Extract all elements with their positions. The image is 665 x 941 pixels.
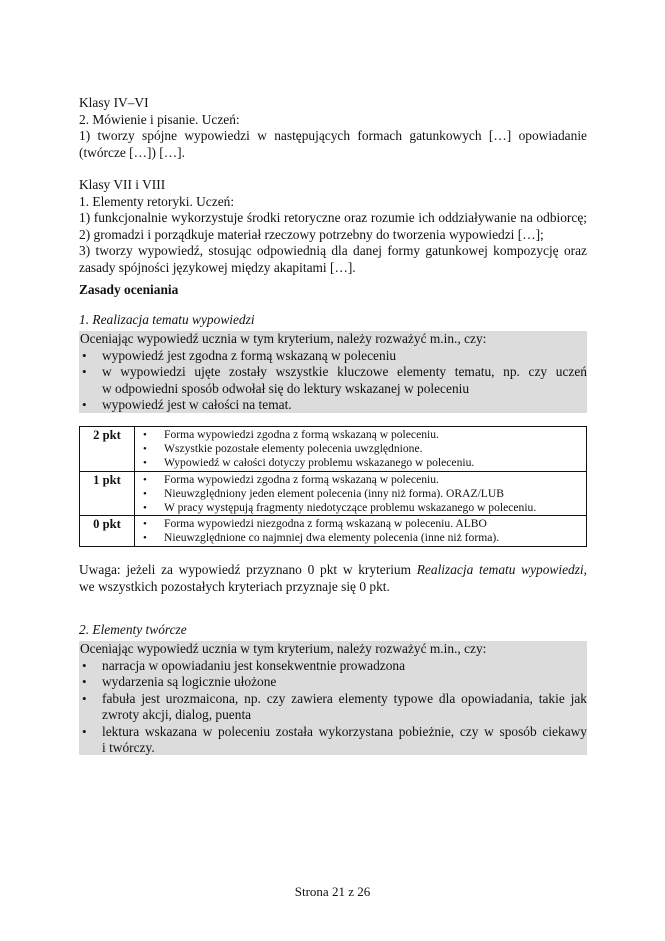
criteria-item: • Wszystkie pozostałe elementy polecenia uwzględnione. (139, 442, 582, 456)
bullet-text-line: • lektura wskazana w poleceniu została wykorzystana pobieżnie, czy w sposób ciekawy (102, 723, 587, 739)
points-cell: 1 pkt (80, 471, 135, 516)
criteria-item: • Forma wypowiedzi zgodna z formą wskazaną w poleceniu. (139, 473, 582, 487)
note-line (79, 562, 587, 579)
bullet-item: • wypowiedź jest zgodna z formą wskazaną w poleceniu (79, 348, 587, 365)
section-heading: Klasy VII i VIII (79, 177, 166, 192)
bullet-item: • narracja w opowiadaniu jest konsekwentnie prowadzona (79, 658, 587, 675)
criteria-item: • Nieuwzględniony jeden element polecenia (inny niż forma). ORAZ/LUB (139, 487, 582, 501)
bullet-text-line: • fabuła jest urozmaicona, np. czy zawiera elementy typowe dla opowiadania, takie jak (102, 690, 587, 706)
curriculum-item: 2) gromadzi i porządkuje materiał rzeczowy potrzebny do tworzenia wypowiedzi […]; (79, 226, 544, 242)
criteria-cell (135, 471, 587, 516)
curriculum-item-continuation: (twórcze […]) […]. (79, 144, 185, 160)
table-row (80, 427, 587, 472)
table-row (80, 516, 587, 546)
criteria-item: • Wypowiedź w całości dotyczy problemu wskazanego w poleceniu. (139, 456, 582, 470)
scoring-note (79, 562, 587, 595)
criterion2-intro: Oceniając wypowiedź ucznia w tym kryterium, należy rozważyć m.in., czy: (80, 641, 487, 656)
curriculum-grades-7-8 (79, 177, 587, 276)
note-punctuation: , (583, 562, 587, 577)
criterion2-guidance-box (79, 641, 587, 755)
curriculum-grades-4-6 (79, 95, 587, 161)
section-subheading: 2. Mówienie i pisanie. Uczeń: (79, 111, 240, 127)
criterion1-intro: Oceniając wypowiedź ucznia w tym kryterium, należy rozważyć m.in., czy: (80, 331, 487, 346)
section-heading: Klasy IV–VI (79, 95, 149, 110)
points-cell: 0 pkt (80, 516, 135, 546)
criterion1-guidance-box (79, 331, 587, 413)
bullet-item: • wypowiedź jest w całości na temat. (79, 397, 587, 414)
bullet-item (79, 364, 587, 397)
criterion1-bullets (79, 348, 587, 414)
bullet-item: • wydarzenia są logicznie ułożone (79, 674, 587, 691)
curriculum-item: 3) tworzy wypowiedź, stosując odpowiednią dla danej formy gatunkowej kompozycję oraz (79, 243, 587, 258)
bullet-text-line: zwroty akcji, dialog, puenta (102, 707, 252, 722)
table-row (80, 471, 587, 516)
criteria-cell (135, 427, 587, 472)
bullet-item (79, 691, 587, 724)
criterion2-bullets (79, 658, 587, 757)
scoring-table (79, 426, 587, 547)
criterion1-title: 1. Realizacja tematu wypowiedzi (79, 312, 255, 327)
bullet-text-line: • w wypowiedzi ujęte zostały wszystkie kluczowe elementy tematu, np. czy uczeń (102, 364, 587, 379)
curriculum-item: 1) tworzy spójne wypowiedzi w następujących formach gatunkowych […] opowiadanie (79, 128, 587, 143)
note-text: Uwaga: jeżeli za wypowiedź przyznano 0 pkt w kryterium (79, 562, 417, 577)
criteria-cell (135, 516, 587, 546)
bullet-item (79, 724, 587, 757)
curriculum-item: 1) funkcjonalnie wykorzystuje środki retoryczne oraz rozumie ich oddziaływanie na odbiorcę; (79, 210, 587, 225)
curriculum-item-continuation: zasady spójności językowej między akapitami […]. (79, 259, 356, 275)
section-subheading: 1. Elementy retoryki. Uczeń: (79, 193, 235, 209)
note-criterion-name: Realizacja tematu wypowiedzi (416, 562, 584, 577)
criteria-item: • Nieuwzględnione co najmniej dwa elementy polecenia (inne niż forma). (139, 531, 582, 545)
criteria-item: • Forma wypowiedzi niezgodna z formą wskazaną w poleceniu. ALBO (139, 517, 582, 531)
page-number: Strona 21 z 26 (294, 884, 371, 899)
note-line: we wszystkich pozostałych kryteriach przyznaje się 0 pkt. (79, 578, 390, 594)
criterion2-title: 2. Elementy twórcze (79, 622, 187, 637)
criteria-item: • Forma wypowiedzi zgodna z formą wskazaną w poleceniu. (139, 428, 582, 442)
criteria-item: • W pracy występują fragmenty niedotyczące problemu wskazanego w poleceniu. (139, 501, 582, 515)
bullet-text-line: w odpowiedni sposób odwołał się do lektury wskazanej w poleceniu (102, 380, 470, 396)
assessment-title (79, 282, 587, 299)
assessment-heading: Zasady oceniania (79, 282, 179, 297)
bullet-text-line: i twórczy. (102, 740, 155, 755)
points-cell: 2 pkt (80, 427, 135, 472)
